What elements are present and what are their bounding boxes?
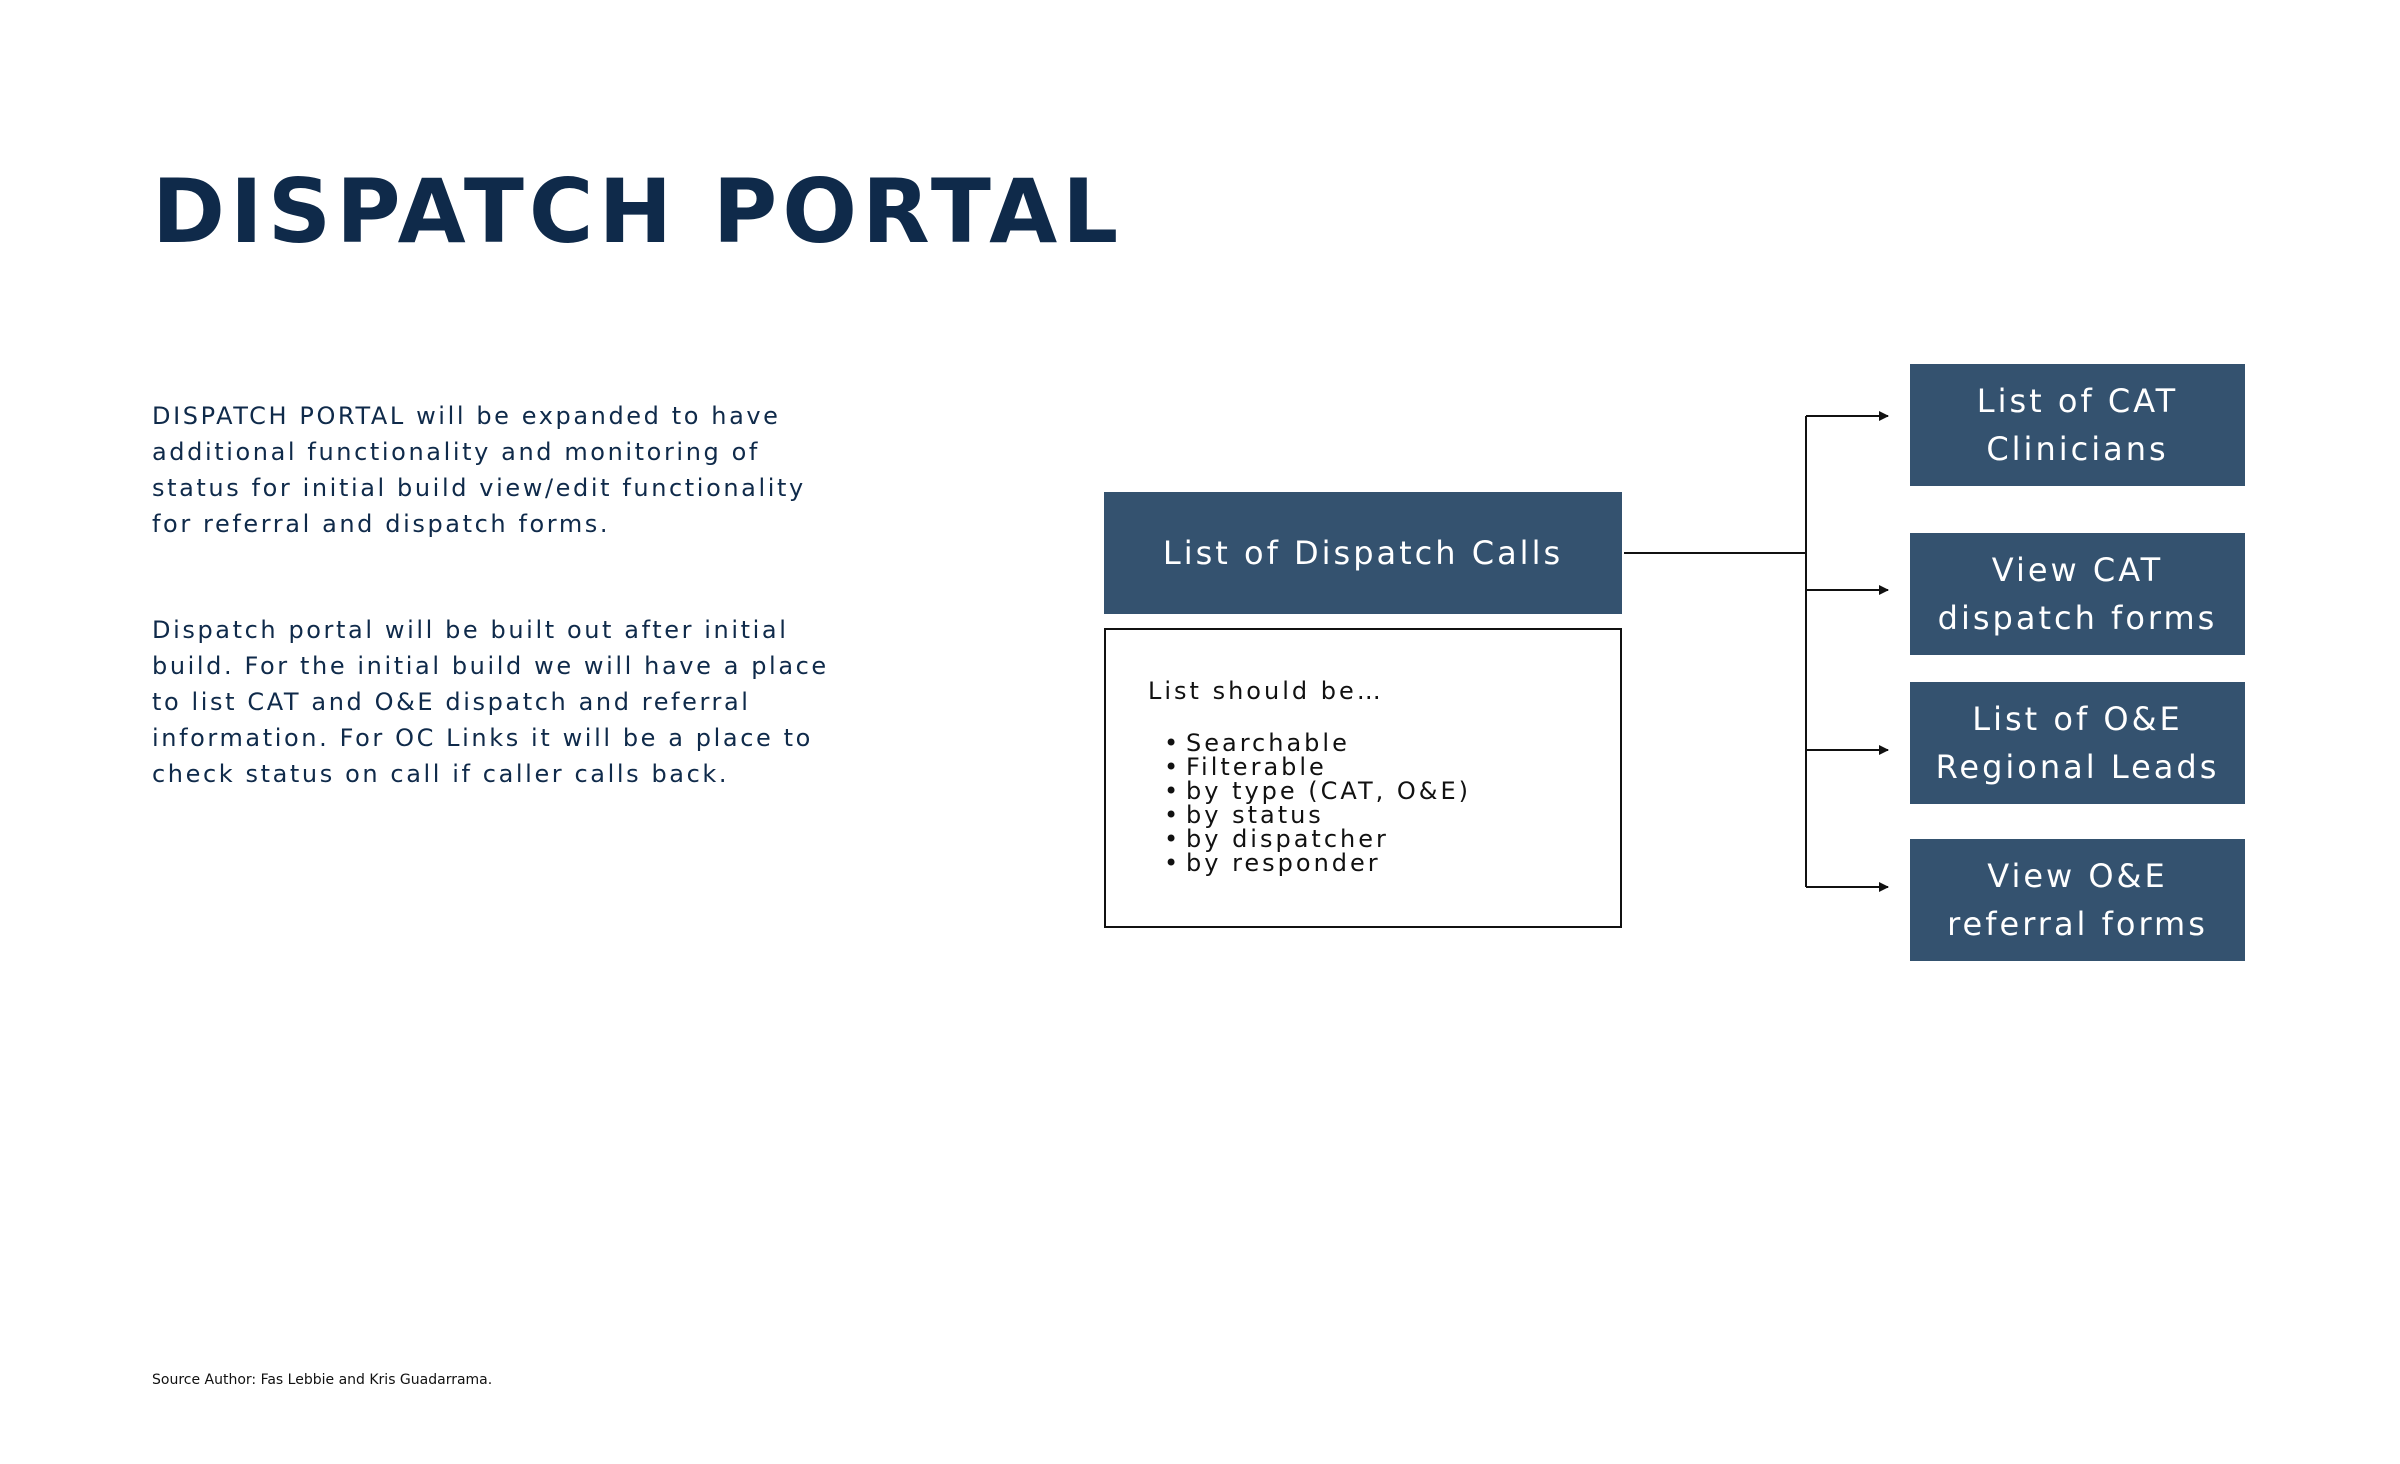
cat-dispatch-forms-box: View CAT dispatch forms <box>1910 533 2245 655</box>
list-requirements-heading: List should be… <box>1148 677 1384 705</box>
intro-paragraph: DISPATCH PORTAL will be expanded to have additional functionality and monitoring of status for initial build view/edit functionality for referral and dispatch forms. <box>152 402 806 538</box>
list-requirements <box>1164 731 1471 875</box>
list-item: • Filterable <box>1164 755 1471 779</box>
dispatch-calls-box: List of Dispatch Calls <box>1104 492 1622 614</box>
oe-regional-leads-box: List of O&E Regional Leads <box>1910 682 2245 804</box>
details-paragraph: Dispatch portal will be built out after initial build. For the initial build we will have a place to list CAT and O&E dispatch and referral information. For OC Links it will be a place to check status on call if caller calls back. <box>152 616 829 788</box>
list-item: • by responder <box>1164 851 1471 875</box>
list-item: • by dispatcher <box>1164 827 1471 851</box>
list-item: • Searchable <box>1164 731 1471 755</box>
page-title: DISPATCH PORTAL <box>152 160 1124 263</box>
list-item: • by status <box>1164 803 1471 827</box>
list-item: • by type (CAT, O&E) <box>1164 779 1471 803</box>
list-requirements-box <box>1104 628 1622 928</box>
oe-referral-forms-box: View O&E referral forms <box>1910 839 2245 961</box>
cat-clinicians-box: List of CAT Clinicians <box>1910 364 2245 486</box>
source-footnote: Source Author: Fas Lebbie and Kris Guadarrama. <box>152 1372 493 1388</box>
